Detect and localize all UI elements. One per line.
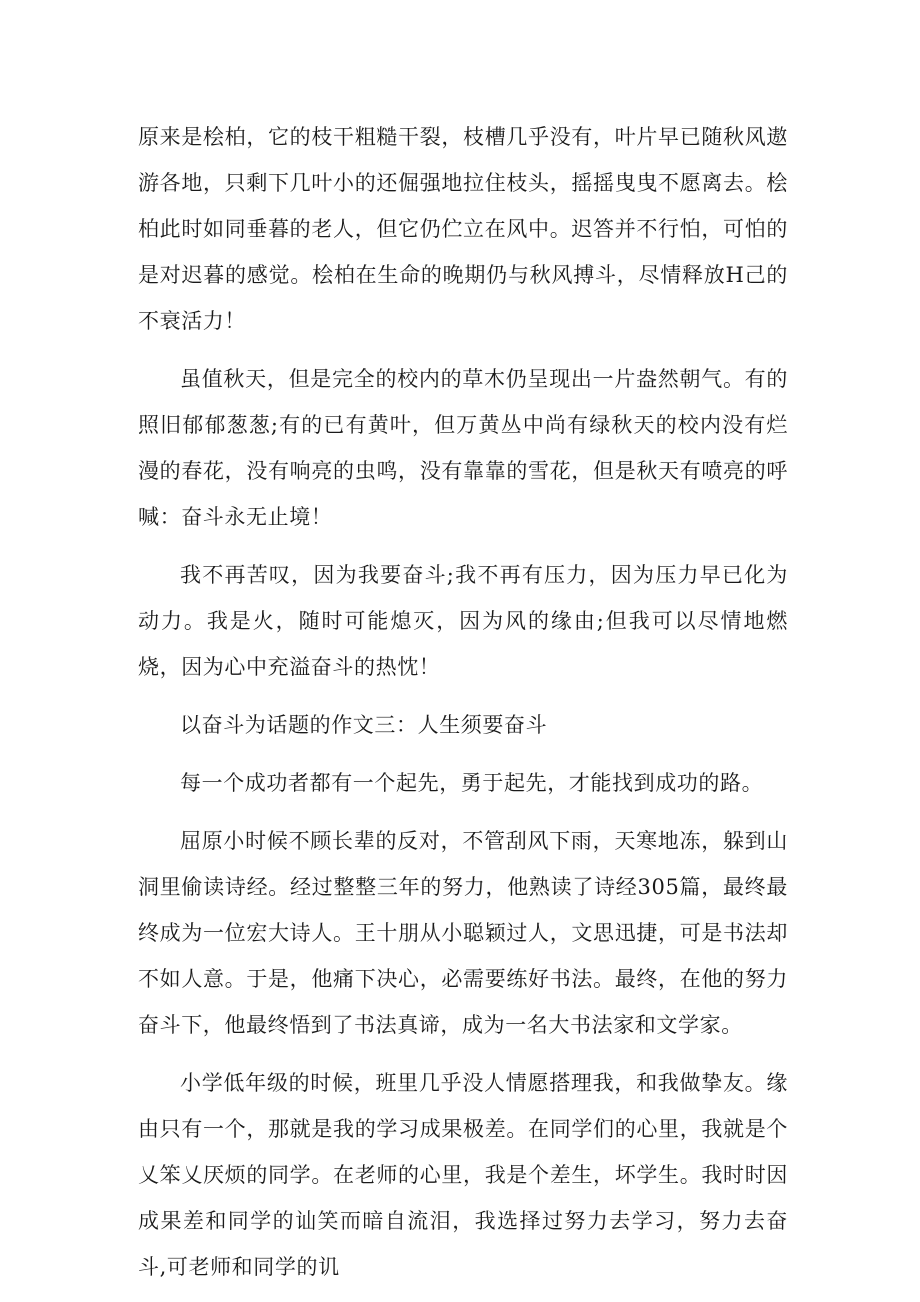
paragraph-4: 每一个成功者都有一个起先，勇于起先，才能找到成功的路。: [180, 771, 764, 795]
paragraph-1: 原来是桧柏，它的枝干粗糙干裂，枝槽几乎没有，叶片早已随秋风遨游各地，只剩下几叶小的还倔强地拉住枝头，摇摇曳曳不愿离去。桧柏此时如同垂暮的老人，但它仍伫立在风中。迟答并不行怕，可怕的是对迟暮的感觉。桧柏在生命的晚期仍与秋风搏斗，尽情释放H己的不衰活力！: [138, 125, 788, 333]
paragraph-6: 小学低年级的时候，班里几乎没人情愿搭理我，和我做挚友。缘由只有一个，那就是我的学习成果极差。在同学们的心里，我就是个乂笨乂厌烦的同学。在老师的心里，我是个差生，坏学生。我时时因成果差和同学的讪笑而暗自流泪，我选择过努力去学习，努力去奋斗,可老师和同学的讥: [138, 1071, 788, 1279]
paragraph-2: 虽值秋天，但是完全的校内的草木仍呈现出一片盎然朝气。有的照旧郁郁葱葱;有的已有黄叶，但万黄丛中尚有绿秋天的校内没有烂漫的春花，没有响亮的虫鸣，没有靠靠的雪花，但是秋天有喷亮的呼喊：奋斗永无止境！: [138, 367, 788, 529]
paragraph-3: 我不再苦叹，因为我要奋斗;我不再有压力，因为压力早已化为动力。我是火，随时可能熄灭，因为风的缘由;但我可以尽情地燃烧，因为心中充溢奋斗的热忱！: [138, 563, 788, 679]
document-body: [138, 114, 788, 1302]
section-heading: 以奋斗为话题的作文三：人生须要奋斗: [180, 713, 548, 737]
paragraph-5: 屈原小时候不顾长辈的反对，不管刮风下雨，天寒地冻，躲到山洞里偷读诗经。经过整整三年的努力，他熟读了诗经305篇，最终最终成为一位宏大诗人。王十朋从小聪颖过人，文思迅捷，可是书法却不如人意。于是，他痛下决心，必需要练好书法。最终，在他的努力奋斗下，他最终悟到了书法真谛，成为一名大书法家和文学家。: [138, 829, 788, 1037]
